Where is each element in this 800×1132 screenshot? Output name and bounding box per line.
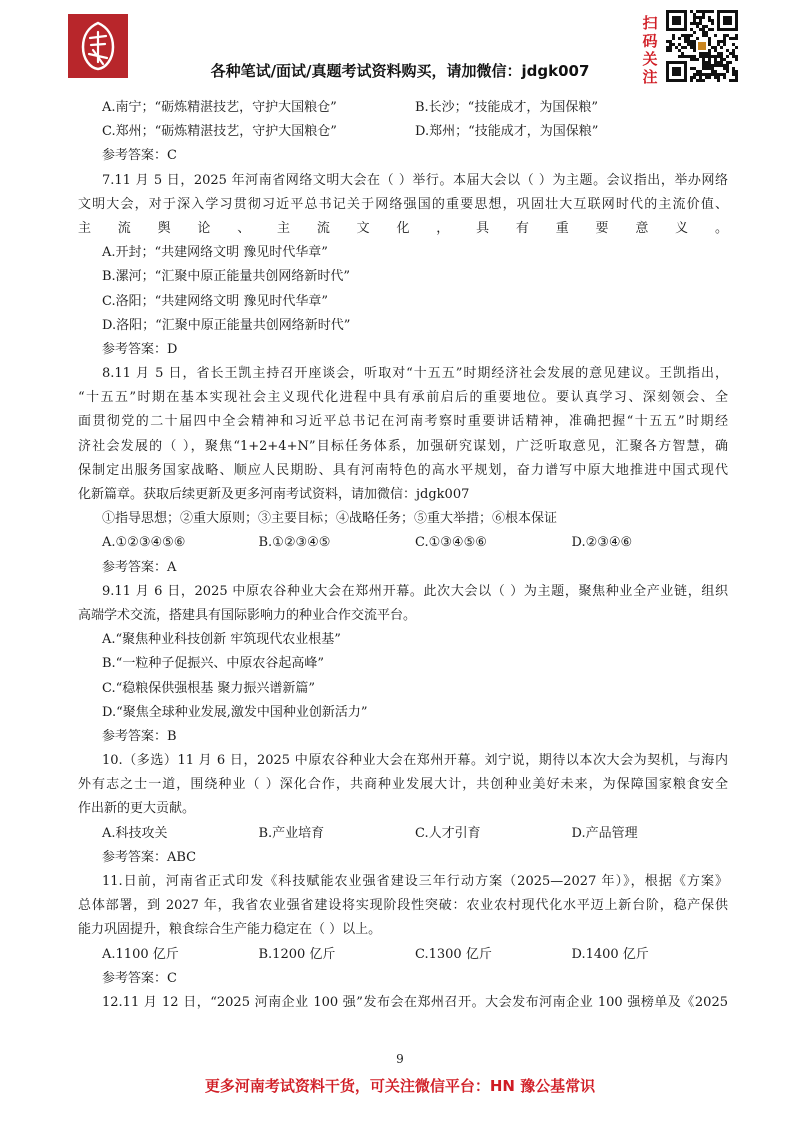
question-text-continued: 高端学术交流，搭建具有国际影响力的种业合作交流平台。 — [78, 607, 417, 623]
option-row — [78, 96, 728, 120]
question-text: 11.日前，河南省正式印发《科技赋能农业强省建设三年行动方案（2025—2027 年）》，根据《方案》 — [102, 874, 728, 889]
reference-answer: 参考答案：A — [102, 559, 177, 575]
question-text-continued: 面贯彻党的二十届四中全会精神和习近平总书记在河南考察时重要讲话精神，准确把握“十五五”时期经 — [78, 414, 728, 430]
option-item: A.“聚焦种业科技创新 牢筑现代农业根基” — [102, 632, 341, 648]
question-text-continued: 总体部署，到 2027 年，我省农业强省建设将实现阶段性突破：农业农村现代化水平迈上新台阶，稳产保供 — [78, 898, 728, 914]
option-item: C.1300 亿斤 — [415, 946, 492, 962]
option-item: D.“聚焦全球种业发展,激发中国种业创新活力” — [102, 704, 368, 720]
option-item: B.“一粒种子促振兴、中原农谷起高峰” — [102, 656, 324, 672]
option-item: C.人才引育 — [415, 825, 481, 841]
scan-follow-label: 扫码关注 — [642, 14, 658, 86]
option-item: C.①③④⑤⑥ — [415, 535, 487, 551]
option-item: A.①②③④⑤⑥ — [102, 535, 186, 551]
option-item: A.开封；“共建网络文明 豫见时代华章” — [102, 245, 328, 261]
option-row — [78, 822, 728, 846]
reference-answer: 参考答案：B — [102, 728, 177, 744]
option-item: D.②③④⑥ — [571, 535, 633, 551]
question-text: 10.（多选）11 月 6 日，2025 中原农谷种业大会在郑州开幕。刘宁说，期待以本次大会为契机，与海内 — [102, 753, 728, 769]
question-text: 9.11 月 6 日，2025 中原农谷种业大会在郑州开幕。此次大会以（ ）为主题，聚焦种业全产业链，组织 — [102, 583, 728, 599]
option-item: ①指导思想；②重大原则；③主要目标；④战略任务；⑤重大举措；⑥根本保证 — [102, 511, 558, 527]
page-header-title: 各种笔试/面试/真题考试资料购买，请加微信：jdgk007 — [210, 62, 590, 80]
option-item: D.1400 亿斤 — [571, 946, 649, 962]
footer-promo: 更多河南考试资料干货，可关注微信平台：HN 豫公基常识 — [204, 1077, 596, 1095]
option-item: B.漯河；“汇聚中原正能量共创网络新时代” — [102, 269, 350, 285]
question-text-continued: 能力巩固提升，粮食综合生产能力稳定在（ ）以上。 — [78, 922, 382, 938]
page-number: 9 — [396, 1052, 404, 1066]
option-item: B.长沙；“技能成才，为国保粮” — [415, 100, 598, 115]
option-item: C.洛阳；“共建网络文明 豫见时代华章” — [102, 293, 329, 309]
option-item: D.洛阳；“汇聚中原正能量共创网络新时代” — [102, 317, 351, 333]
reference-answer: 参考答案：D — [102, 341, 178, 357]
option-item: B.①②③④⑤ — [258, 535, 331, 551]
question-text-continued: 保制定出服务国家战略、顺应人民期盼、具有河南特色的高水平规划，奋力谱写中原大地推进中国式现代 — [78, 462, 728, 478]
question-text: 7.11 月 5 日，2025 年河南省网络文明大会在（ ）举行。本届大会以（ ）为主题。会议指出，举办网络 — [102, 172, 728, 188]
question-text-continued: 外有志之士一道，围绕种业（ ）深化合作，共商种业发展大计，共创种业美好未来，为保障国家粮食安全 — [78, 777, 728, 793]
question-text-continued: “十五五”时期在基本实现社会主义现代化进程中具有承前启后的重要地位。要认真学习、深刻领会、全 — [78, 390, 728, 406]
question-text-continued: 济社会发展的（ ），聚焦“1+2+4+N”目标任务体系，加强研究谋划，广泛听取意见，汇聚各方智慧，确 — [78, 438, 728, 454]
question-text-continued: 主流舆论、主流文化，具有重要意义。 — [78, 220, 728, 236]
option-item: A.1100 亿斤 — [102, 946, 179, 962]
option-item: B.产业培育 — [258, 825, 325, 841]
question-text-continued: 文明大会，对于深入学习贯彻习近平总书记关于网络强国的重要思想，巩固壮大互联网时代的主流价值、 — [78, 196, 728, 212]
reference-answer: 参考答案：C — [102, 148, 177, 164]
option-item: A.科技攻关 — [102, 825, 168, 841]
reference-answer: 参考答案：C — [102, 970, 177, 986]
option-item: D.郑州；“技能成才，为国保粮” — [415, 124, 599, 140]
option-item: A.南宁；“砺炼精湛技艺，守护大国粮仓” — [102, 100, 337, 115]
document-body — [78, 96, 728, 1015]
question-text-continued: 作出新的更大贡献。 — [78, 801, 196, 817]
option-item: C.郑州；“砺炼精湛技艺，守护大国粮仓” — [102, 124, 337, 140]
option-row — [78, 943, 728, 967]
option-item: B.1200 亿斤 — [258, 946, 336, 962]
option-row — [78, 120, 728, 144]
question-text: 12.11 月 12 日，“2025 河南企业 100 强”发布会在郑州召开。大会发布河南企业 100 强榜单及《2025 — [102, 994, 728, 1010]
option-item: D.产品管理 — [571, 825, 638, 841]
reference-answer: 参考答案：ABC — [102, 849, 197, 865]
option-item: C.“稳粮保供强根基 聚力振兴谱新篇” — [102, 680, 316, 696]
question-text: 8.11 月 5 日，省长王凯主持召开座谈会，听取对“十五五”时期经济社会发展的意见建议。王凯指出， — [102, 366, 728, 382]
option-row — [78, 531, 728, 555]
question-text-continued: 化新篇章。获取后续更新及更多河南考试资料，请加微信：jdgk007 — [78, 487, 470, 502]
